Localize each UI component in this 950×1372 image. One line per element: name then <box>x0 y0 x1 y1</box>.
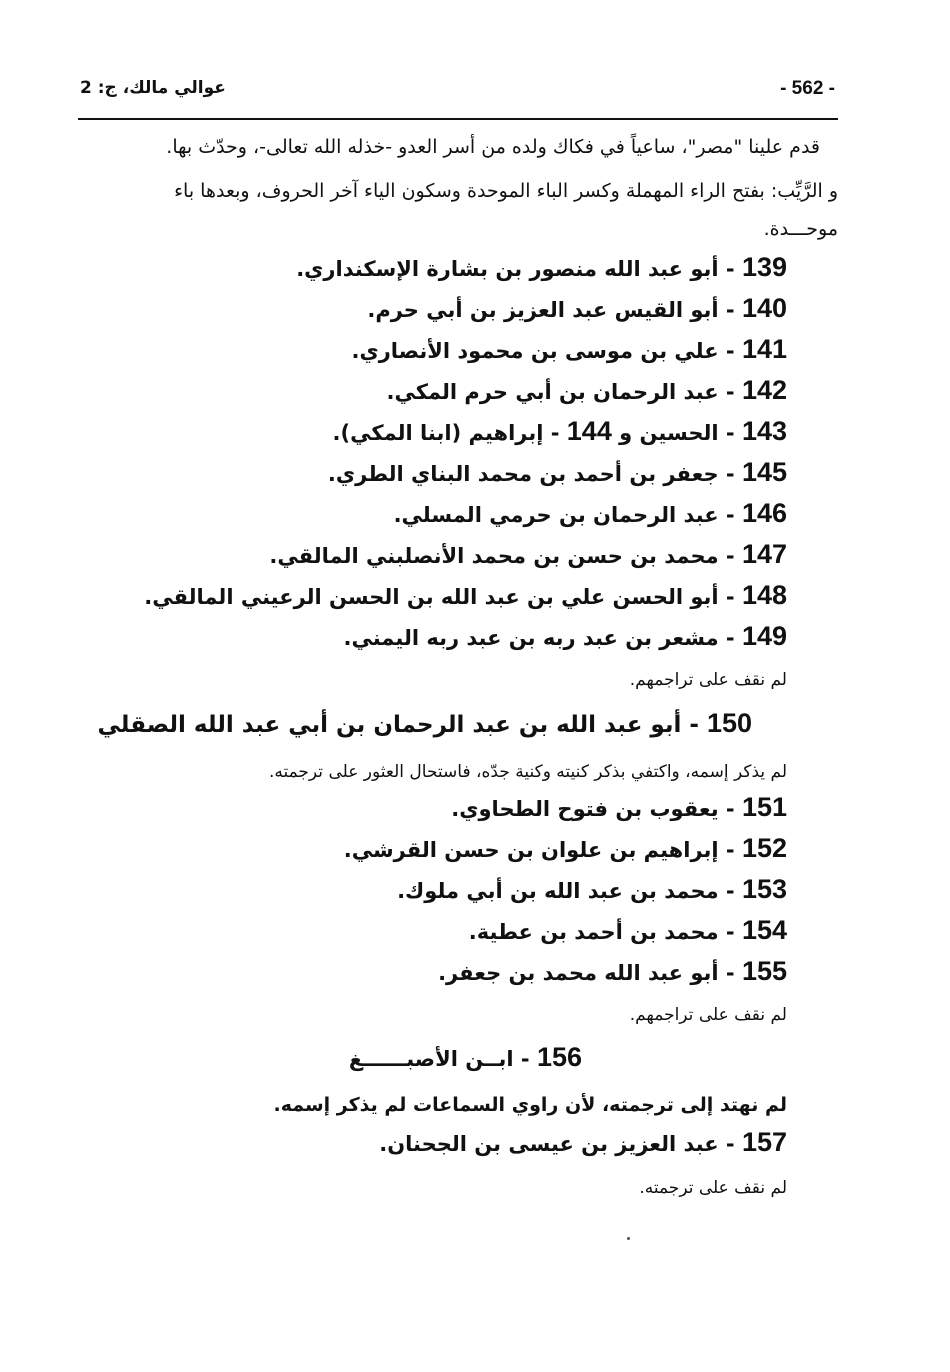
entry-number: 147 <box>741 539 787 569</box>
page-number: - 562 - <box>780 78 835 99</box>
entry-154: 154 - محمد بن أحمد بن عطية. <box>468 915 787 945</box>
entry-name: أبو القيس عبد العزيز بن أبي حرم. <box>367 298 719 322</box>
entry-156: 156 - ابــن الأصبــــــغ <box>348 1042 582 1072</box>
entry-147: 147 - محمد بن حسن بن محمد الأنصلبني المالقي. <box>269 539 787 569</box>
entry-name: عبد الرحمان بن حرمي المسلي. <box>393 503 719 527</box>
entry-number: 140 <box>741 293 787 323</box>
entry-number: 145 <box>741 457 787 487</box>
entry-name: محمد بن أحمد بن عطية. <box>468 920 719 944</box>
entry-number: 143 <box>741 416 787 446</box>
entry-name: جعفر بن أحمد بن محمد البناي الطري. <box>327 462 719 486</box>
entry-146: 146 - عبد الرحمان بن حرمي المسلي. <box>393 498 787 528</box>
entry-number: 152 <box>741 833 787 863</box>
entry-number: 149 <box>741 621 787 651</box>
entry-number: 157 <box>741 1127 787 1157</box>
page-header <box>80 78 835 110</box>
entry-name: إبراهيم بن علوان بن حسن القرشي. <box>343 838 719 862</box>
note-entry-150: لم يذكر إسمه، واكتفي بذكر كنيته وكنية جدّه، فاستحال العثور على ترجمته. <box>268 762 787 782</box>
entry-number: 156 <box>536 1042 582 1072</box>
entry-name: علي بن موسى بن محمود الأنصاري. <box>351 339 719 363</box>
entry-150: 150 - أبو عبد الله بن عبد الرحمان بن أبي عبد الله الصقلي <box>97 708 752 738</box>
running-head: عوالي مالك، ج: 2 <box>80 78 226 98</box>
print-speck <box>627 1237 630 1240</box>
entry-140: 140 - أبو القيس عبد العزيز بن أبي حرم. <box>367 293 787 323</box>
entry-number: 141 <box>741 334 787 364</box>
note-entry-156: لم نهتد إلى ترجمته، لأن راوي السماعات لم يذكر إسمه. <box>273 1094 787 1116</box>
intro-line-2: و الرَّيِّب: بفتح الراء المهملة وكسر الباء الموحدة وسكون الياء آخر الحروف، وبعدها باء <box>174 180 838 202</box>
entry-number: 150 <box>706 708 752 738</box>
entry-name: عبد العزيز بن عيسى بن الجحنان. <box>379 1132 719 1156</box>
entry-name: محمد بن حسن بن محمد الأنصلبني المالقي. <box>269 544 719 568</box>
entry-number: 155 <box>741 956 787 986</box>
entry-142: 142 - عبد الرحمان بن أبي حرم المكي. <box>386 375 787 405</box>
entry-149: 149 - مشعر بن عبد ربه بن عبد ربه اليمني. <box>343 621 787 651</box>
note-no-biography: لم نقف على ترجمته. <box>639 1178 787 1198</box>
entry-name: أبو عبد الله بن عبد الرحمان بن أبي عبد الله الصقلي <box>97 712 682 738</box>
entry-number: 144 <box>566 416 612 446</box>
entry-number: 154 <box>741 915 787 945</box>
entry-name: أبو عبد الله منصور بن بشارة الإسكنداري. <box>296 257 719 281</box>
entry-name: مشعر بن عبد ربه بن عبد ربه اليمني. <box>343 626 719 650</box>
entry-number: 139 <box>741 252 787 282</box>
entry-145: 145 - جعفر بن أحمد بن محمد البناي الطري. <box>327 457 787 487</box>
entry-name: الحسين <box>639 421 719 445</box>
entry-name: أبو الحسن علي بن عبد الله بن الحسن الرعيني المالقي. <box>144 585 719 609</box>
entry-name: ابــن الأصبــــــغ <box>348 1047 514 1071</box>
entry-name: محمد بن عبد الله بن أبي ملوك. <box>397 879 719 903</box>
entry-152: 152 - إبراهيم بن علوان بن حسن القرشي. <box>343 833 787 863</box>
entry-148: 148 - أبو الحسن علي بن عبد الله بن الحسن الرعيني المالقي. <box>144 580 787 610</box>
entry-141: 141 - علي بن موسى بن محمود الأنصاري. <box>351 334 787 364</box>
note-no-biographies: لم نقف على تراجمهم. <box>629 670 787 690</box>
entry-157: 157 - عبد العزيز بن عيسى بن الجحنان. <box>379 1127 787 1157</box>
entry-name: أبو عبد الله محمد بن جعفر. <box>438 961 719 985</box>
header-rule <box>78 118 838 120</box>
entry-153: 153 - محمد بن عبد الله بن أبي ملوك. <box>397 874 787 904</box>
entry-name: عبد الرحمان بن أبي حرم المكي. <box>386 380 719 404</box>
entry-143-144: 143 - الحسين و 144 - إبراهيم (ابنا المكي). <box>332 416 787 446</box>
entry-151: 151 - يعقوب بن فتوح الطحاوي. <box>451 792 787 822</box>
entry-number: 153 <box>741 874 787 904</box>
entry-155: 155 - أبو عبد الله محمد بن جعفر. <box>438 956 787 986</box>
entry-number: 146 <box>741 498 787 528</box>
entry-number: 148 <box>741 580 787 610</box>
intro-line-1: قدم علينا "مصر"، ساعياً في فكاك ولده من أسر العدو -خذله الله تعالى-، وحدّث بها. <box>166 136 820 158</box>
intro-line-3: موحـــدة. <box>763 218 838 240</box>
note-no-biographies-2: لم نقف على تراجمهم. <box>629 1005 787 1025</box>
entry-139: 139 - أبو عبد الله منصور بن بشارة الإسكنداري. <box>296 252 787 282</box>
entry-number: 151 <box>741 792 787 822</box>
conjunction: و <box>619 421 633 445</box>
entry-name: إبراهيم (ابنا المكي). <box>332 421 544 445</box>
entry-number: 142 <box>741 375 787 405</box>
entry-name: يعقوب بن فتوح الطحاوي. <box>451 797 719 821</box>
